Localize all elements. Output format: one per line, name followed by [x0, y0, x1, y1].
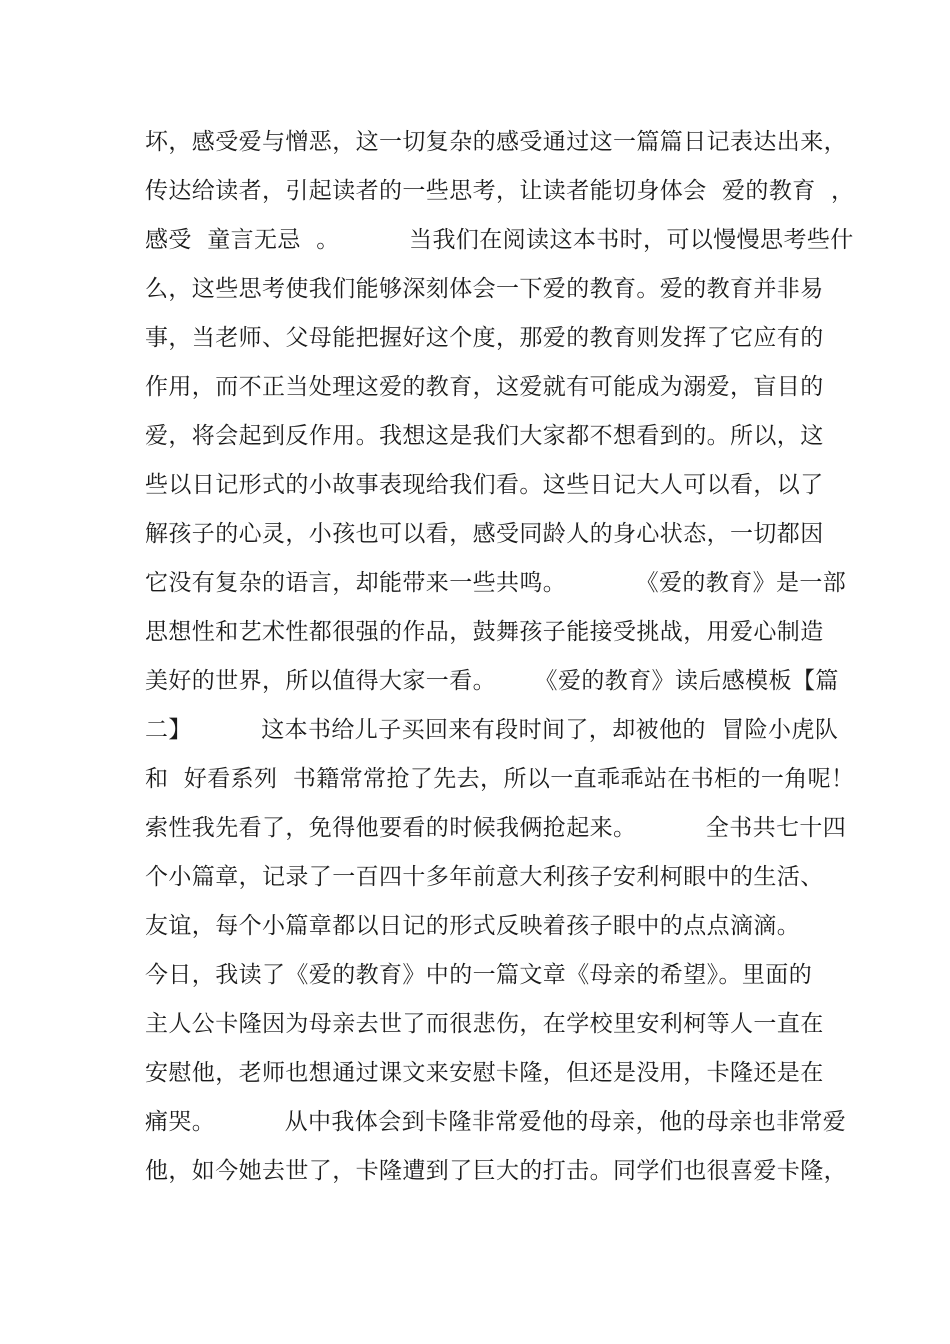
text-line-16: 个小篇章，记录了一百四十多年前意大利孩子安利柯眼中的生活、 — [145, 864, 824, 890]
text-line-21: 痛哭。 从中我体会到卡隆非常爱他的母亲，他的母亲也非常爱 — [145, 1109, 847, 1135]
text-line-17: 友谊，每个小篇章都以日记的形式反映着孩子眼中的点点滴滴。 — [145, 913, 801, 939]
text-line-10: 它没有复杂的语言，却能带来一些共鸣。 《爱的教育》是一部 — [145, 570, 847, 596]
text-line-22: 他，如今她去世了，卡隆遭到了巨大的打击。同学们也很喜爱卡隆， — [145, 1158, 847, 1184]
text-line-11: 思想性和艺术性都很强的作品，鼓舞孩子能接受挑战，用爱心制造 — [145, 619, 824, 645]
text-line-13: 二】 这本书给儿子买回来有段时间了，却被他的 冒险小虎队 — [145, 717, 839, 743]
text-line-15: 索性我先看了，免得他要看的时候我俩抢起来。 全书共七十四 — [145, 815, 847, 841]
text-line-8: 些以日记形式的小故事表现给我们看。这些日记大人可以看，以了 — [145, 472, 824, 498]
text-line-6: 作用，而不正当处理这爱的教育，这爱就有可能成为溺爱，盲目的 — [145, 374, 824, 400]
text-line-7: 爱，将会起到反作用。我想这是我们大家都不想看到的。所以，这 — [145, 423, 824, 449]
text-line-4: 么，这些思考使我们能够深刻体会一下爱的教育。爱的教育并非易 — [145, 276, 824, 302]
text-line-9: 解孩子的心灵，小孩也可以看，感受同龄人的身心状态，一切都因 — [145, 521, 824, 547]
text-line-20: 安慰他，老师也想通过课文来安慰卡隆，但还是没用，卡隆还是在 — [145, 1060, 824, 1086]
text-line-3: 感受 童言无忌 。 当我们在阅读这本书时，可以慢慢思考些什 — [145, 227, 854, 253]
text-line-2: 传达给读者，引起读者的一些思考，让读者能切身体会 爱的教育 ， — [145, 178, 855, 204]
text-line-12: 美好的世界，所以值得大家一看。 《爱的教育》读后感模板【篇 — [145, 668, 839, 694]
text-line-19: 主人公卡隆因为母亲去世了而很悲伤，在学校里安利柯等人一直在 — [145, 1011, 824, 1037]
text-line-18: 今日，我读了《爱的教育》中的一篇文章《母亲的希望》。里面的 — [145, 962, 813, 988]
text-line-1: 坏，感受爱与憎恶，这一切复杂的感受通过这一篇篇日记表达出来， — [145, 129, 847, 155]
text-line-14: 和 好看系列 书籍常常抢了先去，所以一直乖乖站在书柜的一角呢！ — [145, 766, 855, 792]
text-line-5: 事，当老师、父母能把握好这个度，那爱的教育则发挥了它应有的 — [145, 325, 824, 351]
